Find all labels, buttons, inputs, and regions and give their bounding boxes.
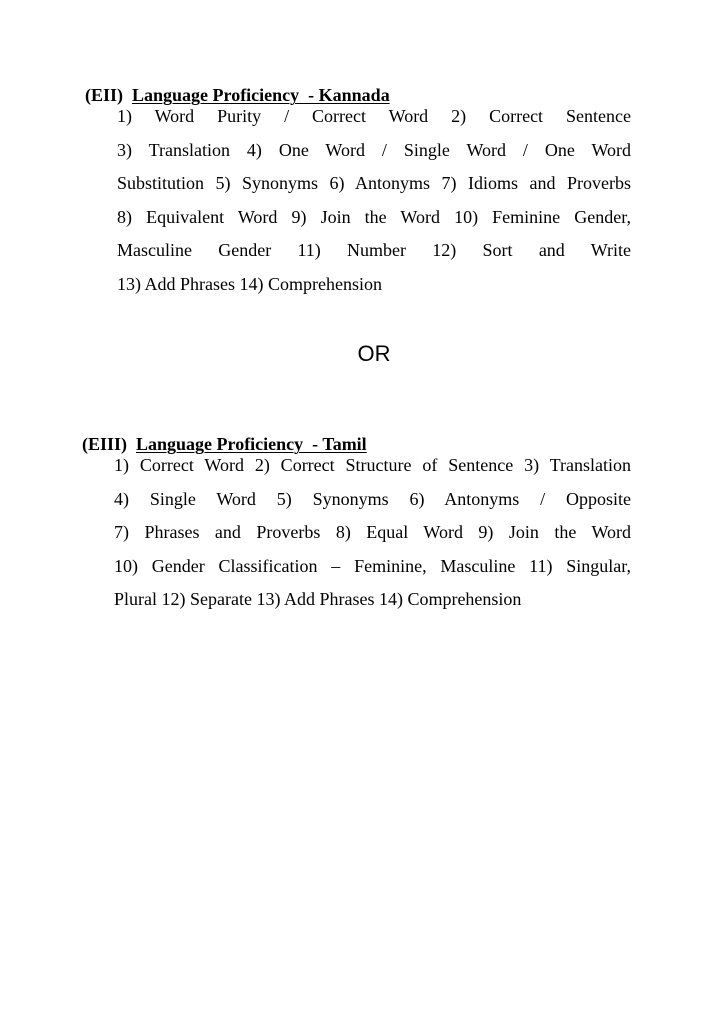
- paragraph-line: 4) Single Word 5) Synonyms 6) Antonyms / Opposite: [114, 488, 631, 509]
- paragraph-line: 8) Equivalent Word 9) Join the Word 10) Feminine Gender,: [117, 206, 631, 227]
- section-title: Language Proficiency - Tamil: [136, 434, 367, 454]
- paragraph-line: 13) Add Phrases 14) Comprehension: [117, 273, 382, 294]
- paragraph-line: 3) Translation 4) One Word / Single Word / One Word: [117, 139, 631, 160]
- paragraph-line: 10) Gender Classification – Feminine, Masculine 11) Singular,: [114, 555, 631, 576]
- syllabus-paragraph-tamil: [114, 449, 631, 617]
- paragraph-line: Masculine Gender 11) Number 12) Sort and Write: [117, 240, 631, 261]
- or-separator: OR: [357, 341, 391, 366]
- paragraph-line: 1) Word Purity / Correct Word 2) Correct Sentence: [117, 106, 631, 126]
- section-code: (EIII): [82, 434, 128, 454]
- paragraph-line: 1) Correct Word 2) Correct Structure of Sentence 3) Translation: [114, 455, 631, 475]
- paragraph-line: Substitution 5) Synonyms 6) Antonyms 7) Idioms and Proverbs: [117, 173, 631, 194]
- syllabus-paragraph-kannada: [117, 100, 631, 302]
- paragraph-line: Plural 12) Separate 13) Add Phrases 14) Comprehension: [114, 589, 522, 610]
- section-title: Language Proficiency - Kannada: [132, 85, 390, 105]
- paragraph-line: 7) Phrases and Proverbs 8) Equal Word 9) Join the Word: [114, 522, 631, 543]
- section-code: (EII): [85, 85, 124, 105]
